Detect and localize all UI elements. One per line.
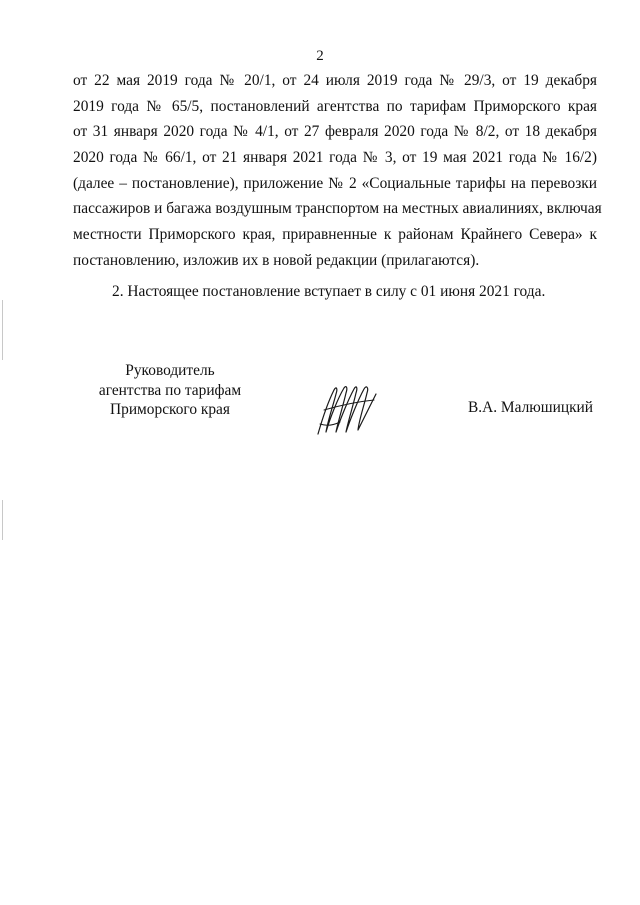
paragraph-1-line: от 31 января 2020 года № 4/1, от 27 февраля 2020 года № 8/2, от 18 декабря (73, 123, 597, 141)
page-number: 2 (316, 48, 324, 64)
signatory-title-line: Руководитель (125, 362, 215, 379)
signatory-title-line: Приморского края (110, 401, 230, 418)
paragraph-2: 2. Настоящее постановление вступает в силу с 01 июня 2021 года. (112, 283, 546, 300)
signatory-title (70, 361, 270, 420)
scan-edge-mark (2, 500, 3, 540)
paragraph-1-line: от 22 мая 2019 года № 20/1, от 24 июля 2019 года № 29/3, от 19 декабря (73, 72, 597, 89)
paragraph-1-line: 2020 года № 66/1, от 21 января 2021 года № 3, от 19 мая 2021 года № 16/2) (73, 149, 597, 167)
paragraph-1-line: пассажиров и багажа воздушным транспортом на местных авиалиниях, включая (73, 200, 602, 218)
paragraph-1-line: постановлению, изложив их в новой редакции (прилагаются). (73, 251, 480, 269)
paragraph-1-line: (далее – постановление), приложение № 2 «Социальные тарифы на перевозки (73, 174, 597, 192)
paragraph-1-line: 2019 года № 65/5, постановлений агентства по тарифам Приморского края (73, 97, 597, 115)
signatory-title-line: агентства по тарифам (98, 381, 242, 399)
paragraph-1 (73, 68, 602, 274)
handwritten-signature (314, 380, 384, 438)
signatory-name: В.А. Малюшицкий (468, 399, 594, 416)
scan-edge-mark (2, 300, 3, 360)
paragraph-1-line: местности Приморского края, приравненные к районам Крайнего Севера» к (73, 226, 597, 244)
